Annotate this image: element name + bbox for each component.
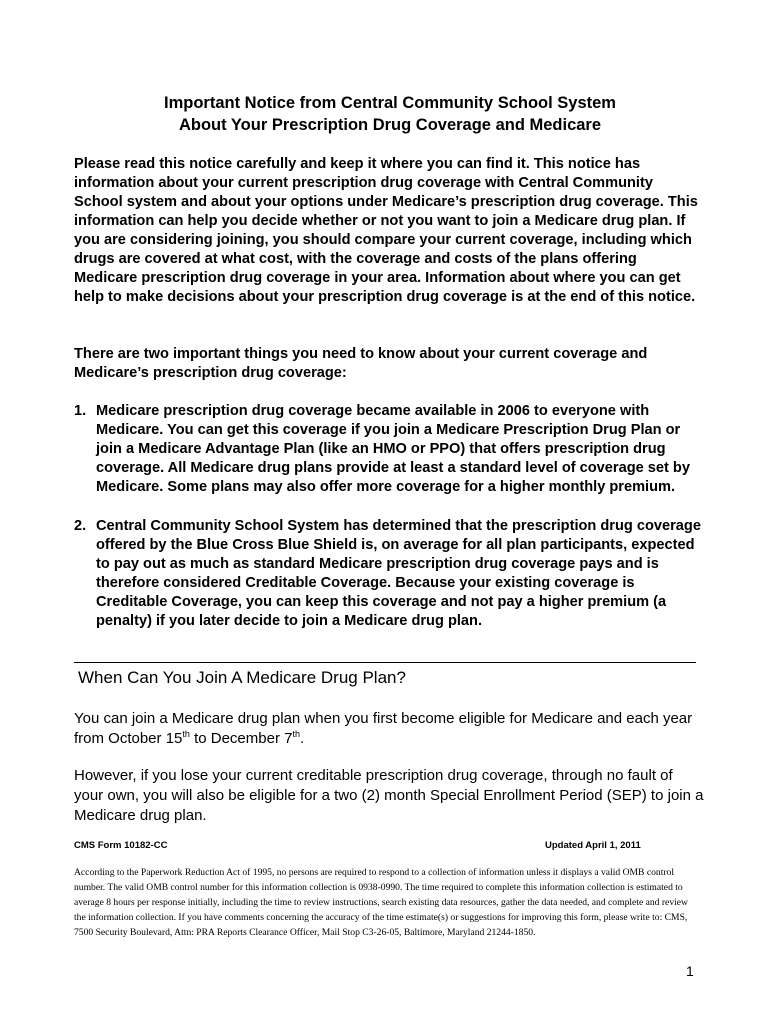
list-item-text: Medicare prescription drug coverage became available in 2006 to everyone with Medicare. You can get this coverage if you join a Medicare Prescription Drug Plan or join a Medicare Advantage Plan (like an HMO or PPO) that offers prescription drug coverage. All Medicare drug plans provide at least a standard level of coverage set by Medicare. Some plans may also offer more coverage for a higher monthly premium. [96, 403, 690, 495]
list-item [74, 517, 704, 631]
pra-statement: According to the Paperwork Reduction Act of 1995, no persons are required to respond to a collection of information unless it displays a valid OMB control number. The valid OMB control number for this information collection is 0938-0990. The time required to complete this information collection is estimated to average 8 hours per response initially, including the time to review instructions, search existing data resources, gather the data needed, and complete and review the information collection. If you have comments concerning the accuracy of the time estimate(s) or suggestions for improving this form, please write to: CMS, 7500 Security Boulevard, Attn: PRA Reports Clearance Officer, Mail Stop C3-26-05, Baltimore, Maryland 21244-1850. [74, 867, 688, 938]
join-text-middle: to December 7 [189, 730, 293, 747]
date-suffix: th [292, 729, 300, 739]
two-things-intro: There are two important things you need to know about your current coverage and Medicare’s prescription drug coverage: [74, 346, 648, 381]
form-id: CMS Form 10182-CC [74, 840, 168, 851]
title-line-2: About Your Prescription Drug Coverage and Medicare [178, 116, 602, 134]
updated-date: Updated April 1, 2011 [545, 840, 641, 851]
important-things-list [74, 402, 704, 651]
intro-paragraph: Please read this notice carefully and keep it where you can find it. This notice has information about your current prescription drug coverage with Central Community School system and about your options under Medicare’s prescription drug coverage. This information can help you decide whether or not you want to join a Medicare drug plan. If you are considering joining, you should compare your current coverage, including which drugs are covered at what cost, with the coverage and costs of the plans offering Medicare prescription drug coverage in your area. Information about where you can get help to make decisions about your prescription drug coverage is at the end of this notice. [74, 156, 698, 305]
list-item [74, 402, 704, 497]
join-period-paragraph [74, 709, 704, 749]
list-item-text: Central Community School System has determined that the prescription drug coverage offered by the Blue Cross Blue Shield is, on average for all plan participants, expected to pay out as much as standard Medicare prescription drug coverage pays and is therefore considered Creditable Coverage. Because your existing coverage is Creditable Coverage, you can keep this coverage and not pay a higher premium (a penalty) if you later decide to join a Medicare drug plan. [96, 518, 701, 629]
section-heading: When Can You Join A Medicare Drug Plan? [78, 668, 406, 687]
title-line-1: Important Notice from Central Community School System [164, 94, 616, 112]
page-number: 1 [686, 963, 694, 979]
list-item-number: 2. [74, 518, 87, 534]
date-suffix: th [182, 729, 190, 739]
join-text-start: You can join a Medicare drug plan when you first become eligible for Medicare and each year from October 15 [74, 710, 693, 747]
join-text-end: . [299, 730, 305, 747]
list-item-number: 1. [74, 403, 87, 419]
section-divider [74, 662, 696, 663]
document-title [60, 92, 720, 136]
lose-coverage-paragraph: However, if you lose your current creditable prescription drug coverage, through no fault of your own, you will also be eligible for a two (2) month Special Enrollment Period (SEP) to join a Medicare drug plan. [74, 767, 704, 824]
